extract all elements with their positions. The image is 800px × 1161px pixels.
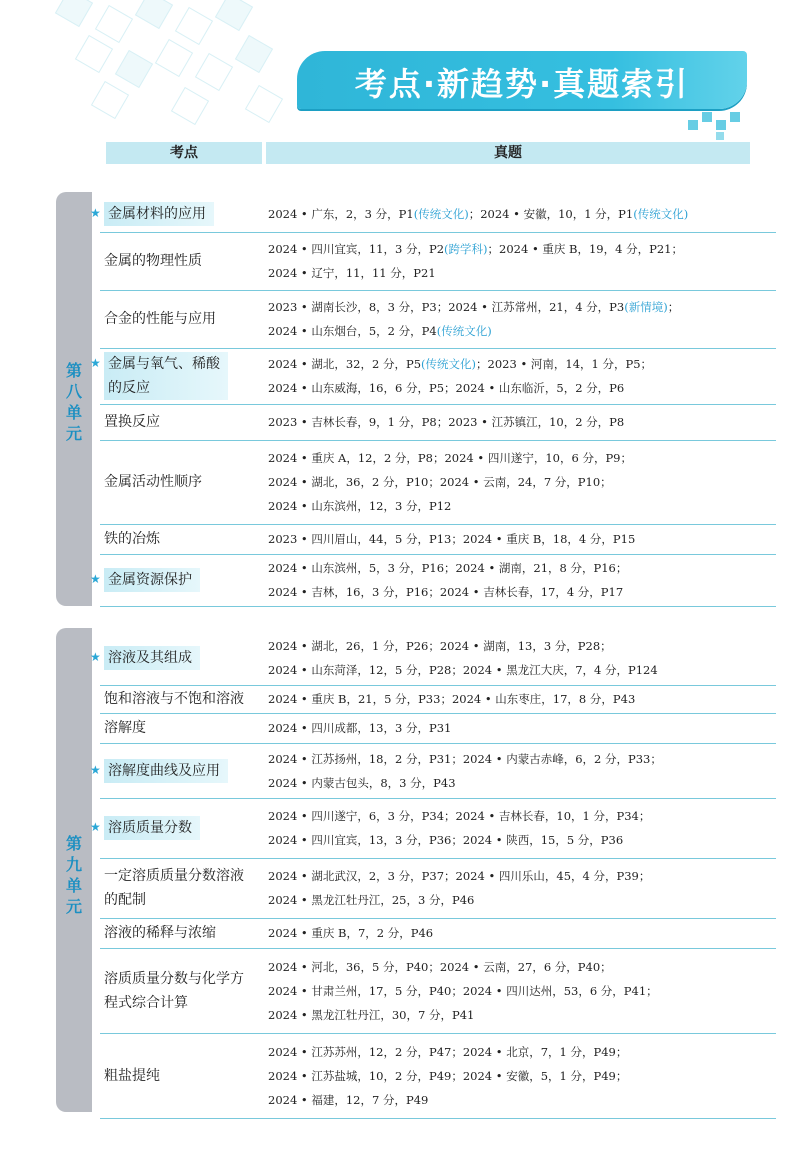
topic-cell xyxy=(104,967,244,1015)
exam-text: 2024 • 黑龙江牡丹江，30，7 分，P41 xyxy=(268,1007,475,1022)
unit-tab-8 xyxy=(56,192,92,606)
exam-text: ； xyxy=(667,300,680,314)
exam-text: 2024 • 四川成都，13，3 分，P31 xyxy=(268,721,452,735)
exam-reference xyxy=(268,808,650,824)
question-tag: (新情境) xyxy=(624,300,668,314)
topic-cell xyxy=(104,646,200,670)
exam-text: ；2024 • 重庆 B，19，4 分，P21； xyxy=(487,242,683,256)
exam-text: 2024 • 甘肃兰州，17，5 分，P40；2024 • 四川达州，53，6 分，P41； xyxy=(268,983,658,998)
exam-reference xyxy=(268,1092,428,1108)
exam-reference xyxy=(268,299,679,315)
topic-label: 金属与氧气、稀酸 xyxy=(104,352,228,376)
exam-reference xyxy=(268,832,623,848)
topic-cell xyxy=(104,527,160,551)
star-icon: ★ xyxy=(90,206,101,220)
row-divider xyxy=(100,404,776,405)
topic-label: 铁的冶炼 xyxy=(104,531,160,547)
exam-text: 2024 • 湖北，36，2 分，P10；2024 • 云南，24，7 分，P10； xyxy=(268,475,612,489)
exam-text: 2024 • 江苏苏州，12，2 分，P47；2024 • 北京，7，1 分，P49； xyxy=(268,1044,628,1059)
topic-label: 金属活动性顺序 xyxy=(104,474,202,490)
topic-cell xyxy=(104,352,228,400)
topic-label: 溶质质量分数与化学方 xyxy=(104,970,244,987)
question-tag: (传统文化) xyxy=(421,357,477,371)
topic-cell xyxy=(104,410,160,434)
row-divider xyxy=(100,440,776,441)
exam-reference xyxy=(268,775,456,791)
exam-text: 2023 • 四川眉山，44，5 分，P13；2024 • 重庆 B，18，4 分，P15 xyxy=(268,532,636,546)
row-divider xyxy=(100,348,776,349)
exam-text: 2023 • 湖南长沙，8，3 分，P3；2024 • 江苏常州，21，4 分，P3 xyxy=(268,300,625,314)
exam-text: 2024 • 福建，12，7 分，P49 xyxy=(268,1092,429,1107)
row-divider xyxy=(100,606,776,607)
exam-text: 2024 • 重庆 A，12，2 分，P8；2024 • 四川遂宁，10，6 分，P9； xyxy=(268,451,632,465)
exam-text: 2024 • 重庆 B，7，2 分，P46 xyxy=(268,926,434,940)
header-topic: 考点 xyxy=(106,142,262,164)
row-divider xyxy=(100,713,776,714)
exam-reference xyxy=(268,206,688,222)
exam-text: 2024 • 湖北武汉，2，3 分，P37；2024 • 四川乐山，45，4 分，P39； xyxy=(268,869,651,883)
topic-cell xyxy=(104,1064,160,1088)
row-divider xyxy=(100,743,776,744)
exam-text: ；2023 • 河南，14，1 分，P5； xyxy=(476,357,653,371)
exam-text: 2024 • 内蒙古包头，8，3 分，P43 xyxy=(268,775,456,790)
row-divider xyxy=(100,948,776,949)
topic-cell xyxy=(104,687,244,711)
title-banner xyxy=(297,51,747,109)
exam-text: 2024 • 四川遂宁，6，3 分，P34；2024 • 吉林长春，10，1 分，P34； xyxy=(268,809,651,823)
question-tag: (跨学科) xyxy=(444,242,488,256)
exam-reference xyxy=(268,241,683,257)
exam-reference xyxy=(268,531,635,547)
topic-label: 程式综合计算 xyxy=(104,994,188,1011)
exam-reference xyxy=(268,474,612,490)
exam-reference xyxy=(268,868,650,884)
exam-text: 2024 • 江苏扬州，18，2 分，P31；2024 • 内蒙古赤峰，6，2 分，P33； xyxy=(268,751,662,766)
exam-reference xyxy=(268,983,658,999)
topic-cell xyxy=(104,202,214,226)
exam-text: 2024 • 江苏盐城，10，2 分，P49；2024 • 安徽，5，1 分，P49； xyxy=(268,1068,628,1083)
topic-label: 金属资源保护 xyxy=(104,568,200,592)
question-tag: (传统文化) xyxy=(633,207,689,221)
exam-text: ；2024 • 安徽，10，1 分，P1 xyxy=(468,207,634,221)
topic-label: 溶液的稀释与浓缩 xyxy=(104,925,216,941)
row-divider xyxy=(100,554,776,555)
exam-reference xyxy=(268,356,652,372)
exam-reference xyxy=(268,638,612,654)
topic-label: 溶质质量分数 xyxy=(104,816,200,840)
page-title: 考点·新趋势·真题索引 xyxy=(354,65,690,103)
exam-reference xyxy=(268,1044,627,1060)
exam-reference xyxy=(268,498,451,514)
exam-text: 2024 • 四川宜宾，11，3 分，P2 xyxy=(268,242,445,256)
header-questions: 真题 xyxy=(266,142,750,164)
topic-label: 的配制 xyxy=(104,892,146,908)
topic-cell xyxy=(104,921,216,945)
row-divider xyxy=(100,1033,776,1034)
topic-cell xyxy=(104,470,202,494)
star-icon: ★ xyxy=(90,649,101,664)
unit-label-9: 第 九 单 元 xyxy=(65,834,82,916)
row-divider xyxy=(100,858,776,859)
row-divider xyxy=(100,798,776,799)
topic-cell xyxy=(104,716,146,740)
topic-label: 金属材料的应用 xyxy=(104,202,214,226)
topic-cell xyxy=(104,864,244,912)
topic-cell xyxy=(104,568,200,592)
topic-label: 一定溶质质量分数溶液 xyxy=(104,868,244,884)
row-divider xyxy=(100,290,776,291)
topic-label: 的反应 xyxy=(104,376,228,400)
star-icon: ★ xyxy=(90,356,101,370)
exam-reference xyxy=(268,450,632,466)
star-icon: ★ xyxy=(90,820,101,834)
exam-text: 2024 • 山东滨州，5，3 分，P16；2024 • 湖南，21，8 分，P16； xyxy=(268,561,628,575)
row-divider xyxy=(100,1118,776,1119)
exam-text: 2024 • 黑龙江牡丹江，25，3 分，P46 xyxy=(268,893,475,907)
unit-tab-9 xyxy=(56,628,92,1112)
row-divider xyxy=(100,524,776,525)
exam-reference xyxy=(268,584,623,600)
exam-text: 2024 • 辽宁，11，11 分，P21 xyxy=(268,266,436,280)
exam-text: 2024 • 湖北，26，1 分，P26；2024 • 湖南，13，3 分，P28； xyxy=(268,638,612,653)
exam-text: 2024 • 广东，2，3 分，P1 xyxy=(268,207,414,221)
exam-reference xyxy=(268,1068,627,1084)
topic-label: 置换反应 xyxy=(104,414,160,430)
topic-cell xyxy=(104,249,202,273)
exam-reference xyxy=(268,560,627,576)
exam-reference xyxy=(268,323,492,339)
row-divider xyxy=(100,918,776,919)
topic-label: 合金的性能与应用 xyxy=(104,311,216,327)
topic-label: 金属的物理性质 xyxy=(104,253,202,269)
exam-reference xyxy=(268,892,474,908)
unit-label-8: 第 八 单 元 xyxy=(65,361,82,443)
star-icon: ★ xyxy=(90,572,101,586)
star-icon: ★ xyxy=(90,762,101,777)
exam-text: 2024 • 山东烟台，5，2 分，P4 xyxy=(268,324,437,338)
exam-reference xyxy=(268,691,635,707)
exam-reference xyxy=(268,751,662,767)
topic-label: 粗盐提纯 xyxy=(104,1067,160,1084)
exam-text: 2023 • 吉林长春，9，1 分，P8；2023 • 江苏镇江，10，2 分，P8 xyxy=(268,415,625,429)
row-divider xyxy=(100,232,776,233)
topic-label: 饱和溶液与不饱和溶液 xyxy=(104,691,244,707)
topic-label: 溶液及其组成 xyxy=(104,646,200,670)
exam-reference xyxy=(268,414,624,430)
exam-text: 2024 • 重庆 B，21，5 分，P33；2024 • 山东枣庄，17，8 分，P43 xyxy=(268,692,636,706)
exam-text: 2024 • 山东菏泽，12，5 分，P28；2024 • 黑龙江大庆，7，4 分，P124 xyxy=(268,662,658,677)
topic-label: 溶解度曲线及应用 xyxy=(104,759,228,783)
exam-text: 2024 • 山东滨州，12，3 分，P12 xyxy=(268,499,452,513)
exam-reference xyxy=(268,959,612,975)
exam-text: 2024 • 吉林，16，3 分，P16；2024 • 吉林长春，17，4 分，P17 xyxy=(268,585,624,599)
exam-text: 2024 • 湖北，32，2 分，P5 xyxy=(268,357,422,371)
exam-text: 2024 • 山东威海，16，6 分，P5；2024 • 山东临沂，5，2 分，P6 xyxy=(268,381,625,395)
topic-cell xyxy=(104,759,228,783)
exam-reference xyxy=(268,265,436,281)
exam-reference xyxy=(268,662,658,678)
exam-reference xyxy=(268,1007,474,1023)
topic-cell xyxy=(104,816,200,840)
exam-text: 2024 • 四川宜宾，13，3 分，P36；2024 • 陕西，15，5 分，P36 xyxy=(268,833,624,847)
row-divider xyxy=(100,685,776,686)
question-tag: (传统文化) xyxy=(413,207,469,221)
topic-label: 溶解度 xyxy=(104,720,146,736)
topic-cell xyxy=(104,307,216,331)
question-tag: (传统文化) xyxy=(436,324,492,338)
exam-reference xyxy=(268,380,624,396)
exam-reference xyxy=(268,720,451,736)
exam-reference xyxy=(268,925,433,941)
exam-text: 2024 • 河北，36，5 分，P40；2024 • 云南，27，6 分，P40； xyxy=(268,959,612,974)
